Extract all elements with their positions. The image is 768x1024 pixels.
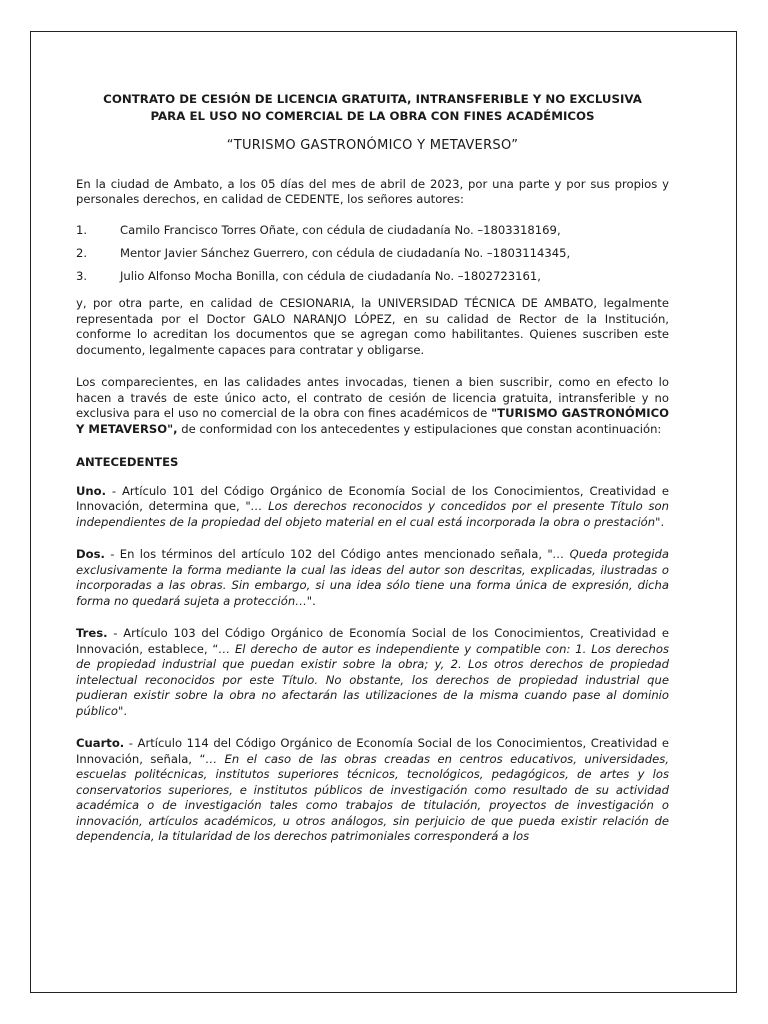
antecedente-label: Tres. [76, 626, 108, 640]
antecedente-tres [76, 626, 669, 719]
title-line-1: CONTRATO DE CESIÓN DE LICENCIA GRATUITA, INTRANSFERIBLE Y NO EXCLUSIVA [103, 92, 642, 106]
author-item [76, 246, 669, 262]
antecedente-end: ". [117, 703, 128, 718]
document-content [76, 91, 669, 845]
author-number: 3. [76, 268, 88, 283]
intro-paragraph: En la ciudad de Ambato, a los 05 días del mes de abril de 2023, por una parte y por sus propios y personales derechos, en calidad de CEDENTE, los señores autores: [76, 176, 669, 206]
antecedente-label: Uno. [76, 483, 107, 498]
antecedente-quote: … Los derechos reconocidos y concedidos por el presente Título son independientes de la propiedad del objeto material en el cual está incorporada la obra o prestación [76, 499, 669, 529]
author-item [76, 223, 669, 239]
antecedente-quote: … Queda protegida exclusivamente la forma mediante la cual las ideas del autor son descritas, explicadas, ilustradas o incorporadas a las obras. Sin embargo, si una idea sólo tiene una forma única de expresión, dicha forma no quedará sujeta a protección… [76, 547, 669, 608]
antecedentes-heading: ANTECEDENTES [76, 455, 179, 469]
cesionaria-paragraph: y, por otra parte, en calidad de CESIONARIA, la UNIVERSIDAD TÉCNICA DE AMBATO, legalmente representada por el Doctor GALO NARANJO LÓPEZ, en su calidad de Rector de la Institución, conforme lo acreditan los documentos que se agregan como habilitantes. Quienes suscriben este documento, legalmente capaces para contratar y obligarse. [76, 296, 669, 357]
comparecientes-work-title: "TURISMO GASTRONÓMICO Y METAVERSO", [76, 406, 669, 436]
author-item [76, 269, 669, 285]
antecedente-uno [76, 484, 669, 531]
antecedente-text: - Artículo 101 del Código Orgánico de Economía Social de los Conocimientos, Creatividad e Innovación, determina que, " [76, 483, 669, 513]
antecedente-quote: … El derecho de autor es independiente y compatible con: 1. Los derechos de propiedad industrial que puedan existir sobre la obra; y, 2. Los otros derechos de propiedad intelectual reconocidos por este Título. No obstante, los derechos de propiedad industrial que pudieran existir sobre la obra no afectarán las utilizaciones de la misma cuando pase al dominio público [76, 641, 669, 718]
antecedente-dos [76, 547, 669, 609]
antecedente-quote: … En el caso de las obras creadas en centros educativos, universidades, escuelas politécnicas, institutos superiores técnicos, tecnológicos, pedagógicos, de artes y los conservatorios superiores, e institutos públicos de investigación como resultado de su actividad académica o de investigación tales como trabajos de titulación, proyectos de investigación o innovación, artículos académicos, u otros análogos, sin perjuicio de que pueda existir relación de dependencia, la titularidad de los derechos patrimoniales corresponderá a los [76, 751, 669, 843]
antecedente-end: ". [655, 514, 665, 529]
antecedente-text: - Artículo 103 del Código Orgánico de Economía Social de los Conocimientos, Creatividad e Innovación, establece, “ [76, 626, 669, 656]
authors-list [76, 223, 669, 285]
author-text: Mentor Javier Sánchez Guerrero, con cédula de ciudadanía No. –1803114345, [120, 245, 571, 260]
comparecientes-text-a: Los comparecientes, en las calidades antes invocadas, tienen a bien suscribir, como en efecto lo hacen a través de este único acto, el contrato de cesión de licencia gratuita, intransferible y no exclusiva para el uso no comercial de la obra con fines académicos de [76, 375, 669, 420]
title-line-2: PARA EL USO NO COMERCIAL DE LA OBRA CON FINES ACADÉMICOS [150, 109, 595, 123]
author-number: 2. [76, 245, 88, 260]
antecedente-label: Cuarto. [76, 736, 125, 750]
antecedente-text: - En los términos del artículo 102 del Código antes mencionado señala, " [104, 547, 553, 561]
contract-title [76, 91, 669, 125]
antecedente-cuarto [76, 736, 669, 845]
work-title: “TURISMO GASTRONÓMICO Y METAVERSO” [226, 138, 519, 153]
comparecientes-paragraph [76, 375, 669, 437]
antecedente-text: - Artículo 114 del Código Orgánico de Economía Social de los Conocimientos, Creatividad e Innovación, señala, “ [76, 736, 669, 766]
author-text: Camilo Francisco Torres Oñate, con cédula de ciudadanía No. –1803318169, [120, 222, 561, 237]
author-text: Julio Alfonso Mocha Bonilla, con cédula de ciudadanía No. –1802723161, [120, 268, 541, 283]
antecedente-end: ". [306, 593, 316, 608]
comparecientes-text-b: de conformidad con los antecedentes y estipulaciones que constan acontinuación: [177, 421, 662, 436]
author-number: 1. [76, 222, 88, 237]
antecedente-label: Dos. [76, 547, 105, 561]
